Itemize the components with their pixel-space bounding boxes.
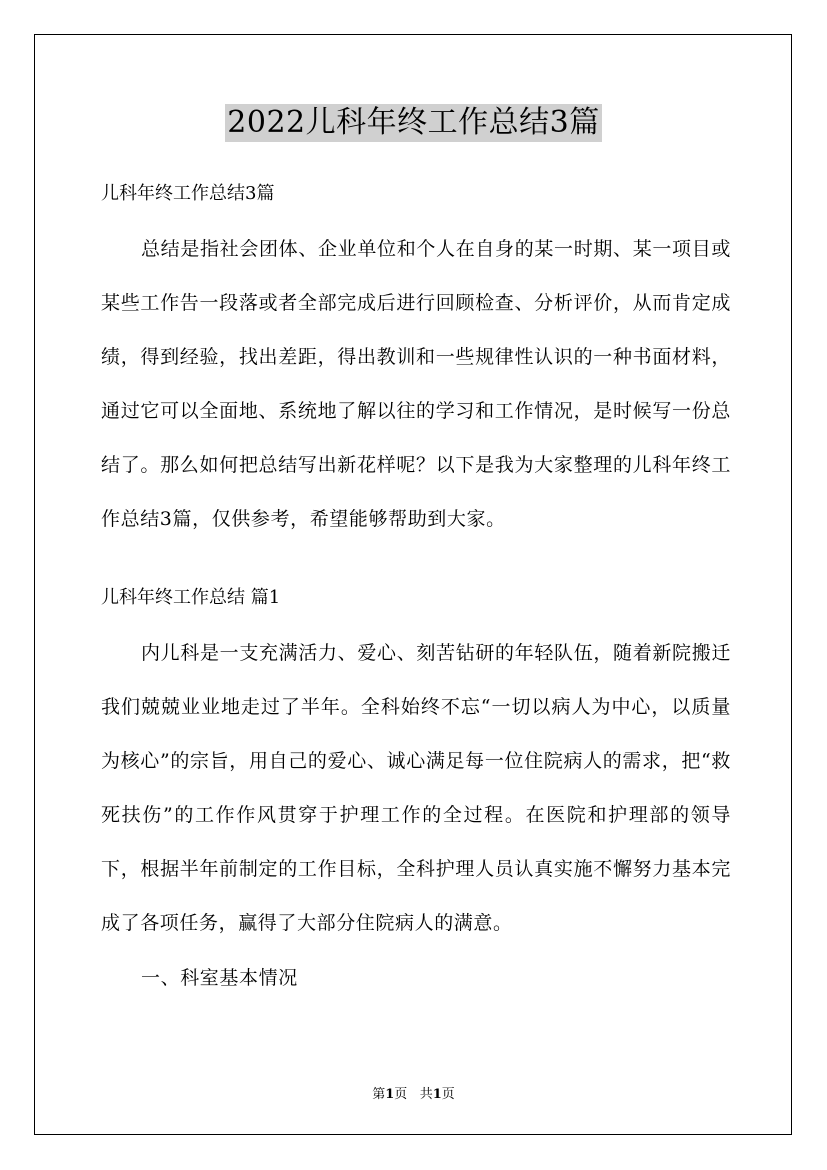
section1-heading: 一、科室基本情况 — [141, 967, 298, 989]
footer-total-suffix: 页 — [441, 1087, 455, 1102]
footer-total-number: 1 — [432, 1087, 442, 1102]
intro-heading: 儿科年终工作总结3篇 — [101, 183, 275, 204]
part1-heading: 儿科年终工作总结 篇1 — [101, 587, 281, 608]
document-title: 2022儿科年终工作总结3篇 — [227, 105, 600, 140]
title-container — [0, 104, 827, 142]
intro-paragraph: 总结是指社会团体、企业单位和个人在自身的某一时期、某一项目或某些工作告一段落或者全部完成后进行回顾检查、分析评价，从而肯定成绩，得到经验，找出差距，得出教训和一些规律性认识的一种书面材料，通过它可以全面地、系统地了解以往的学习和工作情况，是时候写一份总结了。那么如何把总结写出新花样呢？以下是我为大家整理的儿科年终工作总结3篇，仅供参考，希望能够帮助到大家。 — [101, 238, 731, 530]
page-footer — [0, 1083, 827, 1102]
footer-page-number: 1 — [385, 1087, 395, 1102]
document-body — [101, 174, 731, 998]
part1-paragraph: 内儿科是一支充满活力、爱心、刻苦钻研的年轻队伍，随着新院搬迁我们兢兢业业地走过了半年。全科始终不忘“一切以病人为中心，以质量为核心”的宗旨，用自己的爱心、诚心满足每一位住院病人的需求，把“救死扶伤”的工作作风贯穿于护理工作的全过程。在医院和护理部的领导下，根据半年前制定的工作目标，全科护理人员认真实施不懈努力基本完成了各项任务，赢得了大部分住院病人的满意。 — [101, 642, 731, 934]
spacer — [101, 546, 731, 578]
footer-page-prefix: 第 — [372, 1087, 386, 1102]
footer-page-suffix: 页 — [394, 1087, 408, 1102]
footer-total-prefix: 共 — [419, 1087, 433, 1102]
